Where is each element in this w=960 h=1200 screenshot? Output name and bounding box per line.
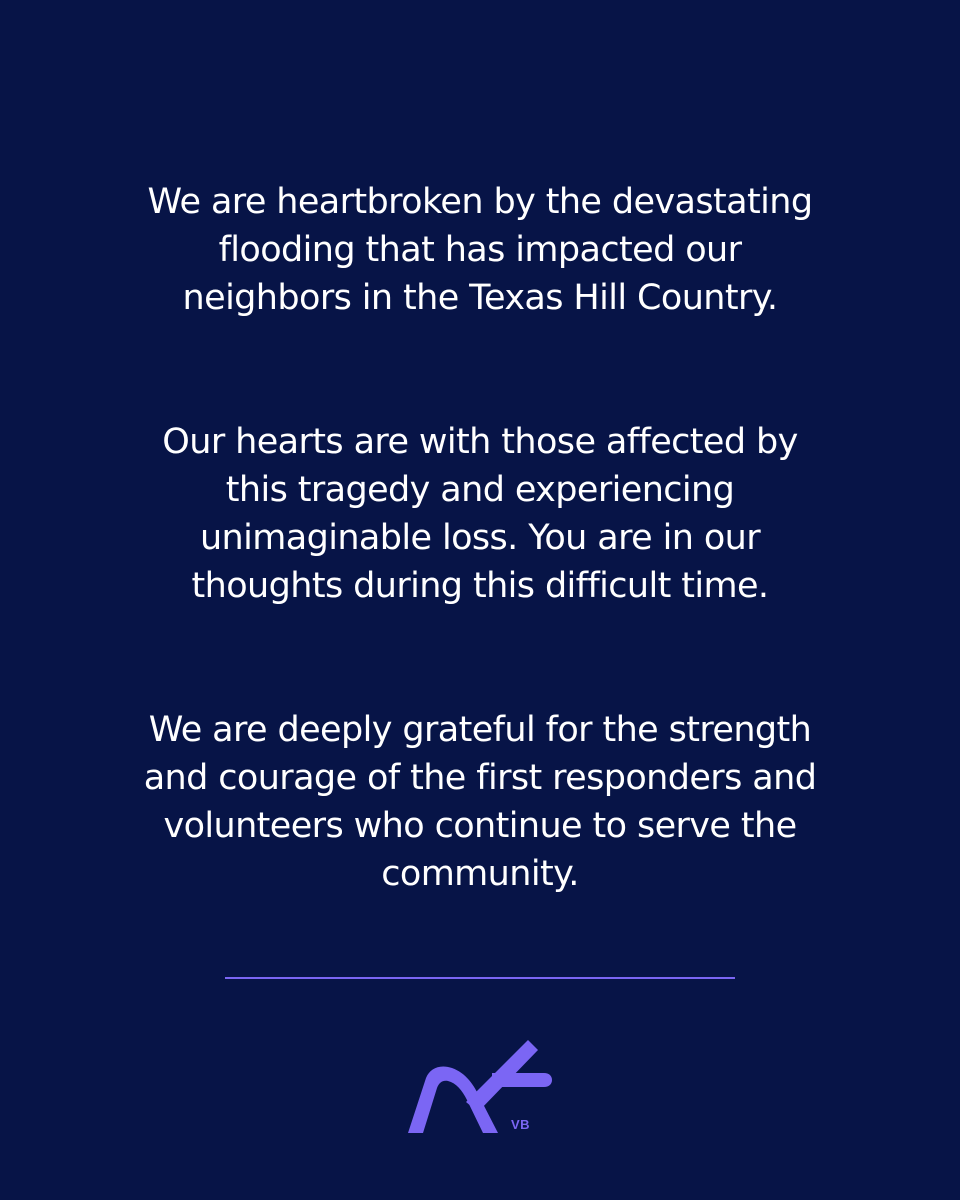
vb-logo-icon [400, 1030, 560, 1140]
gratitude-paragraph: We are deeply grateful for the strength and courage of the first responders and volunteers who continue to serve the community. [143, 710, 817, 894]
logo-initials: VB [511, 1117, 531, 1132]
hearts-with-affected-paragraph: Our hearts are with those affected by this tragedy and experiencing unimaginable loss. You are in our thoughts during this difficult time. [162, 422, 798, 606]
logo-crossbar-stroke [492, 1073, 552, 1087]
heartbroken-paragraph: We are heartbroken by the devastating flooding that has impacted our neighbors in the Texas Hill Country. [147, 182, 813, 318]
divider-line [225, 977, 735, 979]
